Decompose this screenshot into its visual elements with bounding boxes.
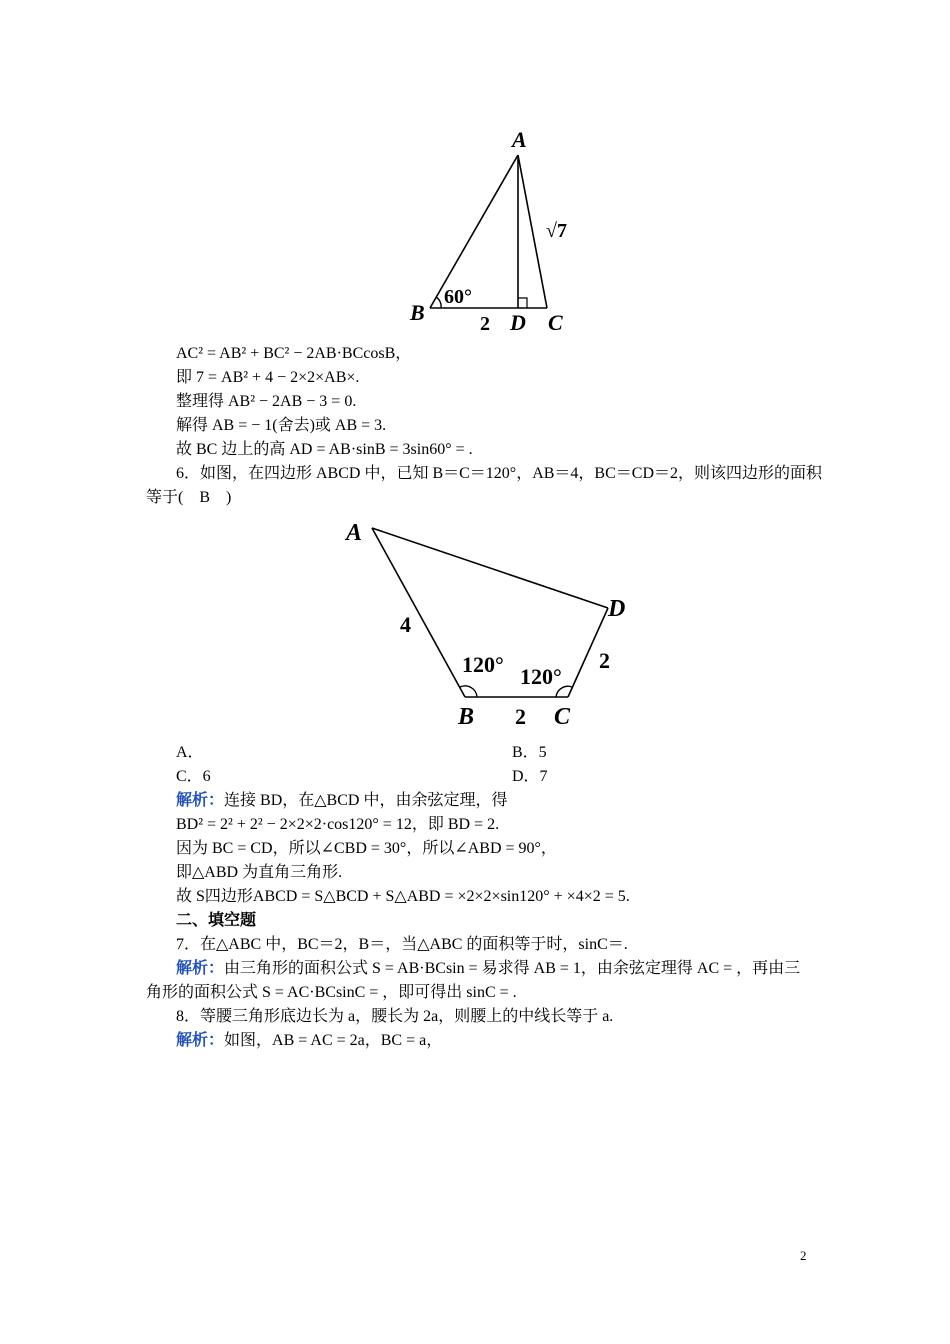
solution-6-line-4: 即△ABD 为直角三角形. bbox=[176, 864, 343, 881]
option-c: C．6 bbox=[176, 768, 211, 785]
question-6-text: 6．如图，在四边形 ABCD 中，已知 B＝C＝120°，AB＝4，BC＝CD＝2，则该四边形的面积 bbox=[176, 465, 822, 482]
formula-line-1: AC² = AB² + BC² − 2AB·BCcosB， bbox=[176, 345, 412, 362]
solution-6-text-1: 连接 BD，在△BCD 中，由余弦定理，得 bbox=[224, 792, 508, 809]
section-heading: 二、填空题 bbox=[176, 912, 257, 929]
fig1-label-b: B bbox=[410, 300, 425, 325]
fig2-label-d: D bbox=[608, 596, 626, 622]
solution-6-line-1 bbox=[176, 791, 507, 811]
solution-6-line-3: 因为 BC = CD，所以∠CBD = 30°，所以∠ABD = 90°， bbox=[176, 840, 557, 857]
question-8-text-1: 如图，AB = AC = 2a，BC = a， bbox=[224, 1032, 443, 1049]
fig1-label-c: C bbox=[548, 310, 563, 335]
fig2-side-ab: 4 bbox=[400, 612, 411, 637]
formula-line-4: 解得 AB = − 1(舍去)或 AB = 3. bbox=[176, 417, 387, 434]
fig1-side-bd: 2 bbox=[480, 313, 490, 335]
question-7-solution-2: 角形的面积公式 S = AC·BCsinC = ，即可得出 sinC = . bbox=[146, 984, 517, 1001]
formula-line-5: 故 BC 边上的高 AD = AB·sinB = 3sin60° = . bbox=[176, 441, 473, 458]
question-8-solution-1 bbox=[176, 1031, 442, 1051]
fig1-angle-b: 60° bbox=[444, 286, 472, 308]
triangle-figure-1 bbox=[400, 125, 580, 340]
solution-6-head: 解析： bbox=[176, 792, 225, 809]
option-b: B．5 bbox=[512, 744, 547, 761]
question-7-text: 7．在△ABC 中，BC＝2，B＝，当△ABC 的面积等于时，sinC＝. bbox=[176, 936, 628, 953]
question-8-head: 解析： bbox=[176, 1032, 225, 1049]
fig2-label-c: C bbox=[554, 704, 571, 730]
option-d: D．7 bbox=[512, 768, 548, 785]
fig2-angle-c: 120° bbox=[520, 664, 562, 689]
fig1-label-a: A bbox=[512, 127, 527, 152]
solution-6-line-2: BD² = 2² + 2² − 2×2×2·cos120° = 12，即 BD = 2. bbox=[176, 816, 500, 833]
question-8-text: 8．等腰三角形底边长为 a，腰长为 2a，则腰上的中线长等于 a. bbox=[176, 1008, 614, 1025]
fig1-label-d: D bbox=[510, 310, 526, 335]
formula-line-3: 整理得 AB² − 2AB − 3 = 0. bbox=[176, 393, 357, 410]
fig2-label-a: A bbox=[346, 520, 363, 546]
option-a: A． bbox=[176, 744, 204, 761]
question-7-solution-1 bbox=[176, 959, 800, 979]
question-6-answer: 等于( B ) bbox=[146, 489, 232, 506]
question-7-head: 解析： bbox=[176, 960, 225, 977]
question-7-text-1: 由三角形的面积公式 S = AB·BCsin = 易求得 AB = 1，由余弦定理得 AC = ，再由三 bbox=[224, 960, 801, 977]
fig2-side-bc: 2 bbox=[515, 704, 526, 729]
formula-line-2: 即 7 = AB² + 4 − 2×2×AB×. bbox=[176, 369, 360, 386]
fig2-label-b: B bbox=[458, 704, 475, 730]
solution-6-line-5: 故 S四边形ABCD = S△BCD + S△ABD = ×2×2×sin120° + ×4×2 = 5. bbox=[176, 888, 630, 905]
page-number: 2 bbox=[800, 1248, 807, 1263]
fig2-side-cd: 2 bbox=[599, 648, 610, 673]
quadrilateral-figure-2 bbox=[340, 512, 640, 732]
fig1-side-ac: √7 bbox=[546, 220, 567, 242]
fig2-angle-b: 120° bbox=[462, 652, 504, 677]
